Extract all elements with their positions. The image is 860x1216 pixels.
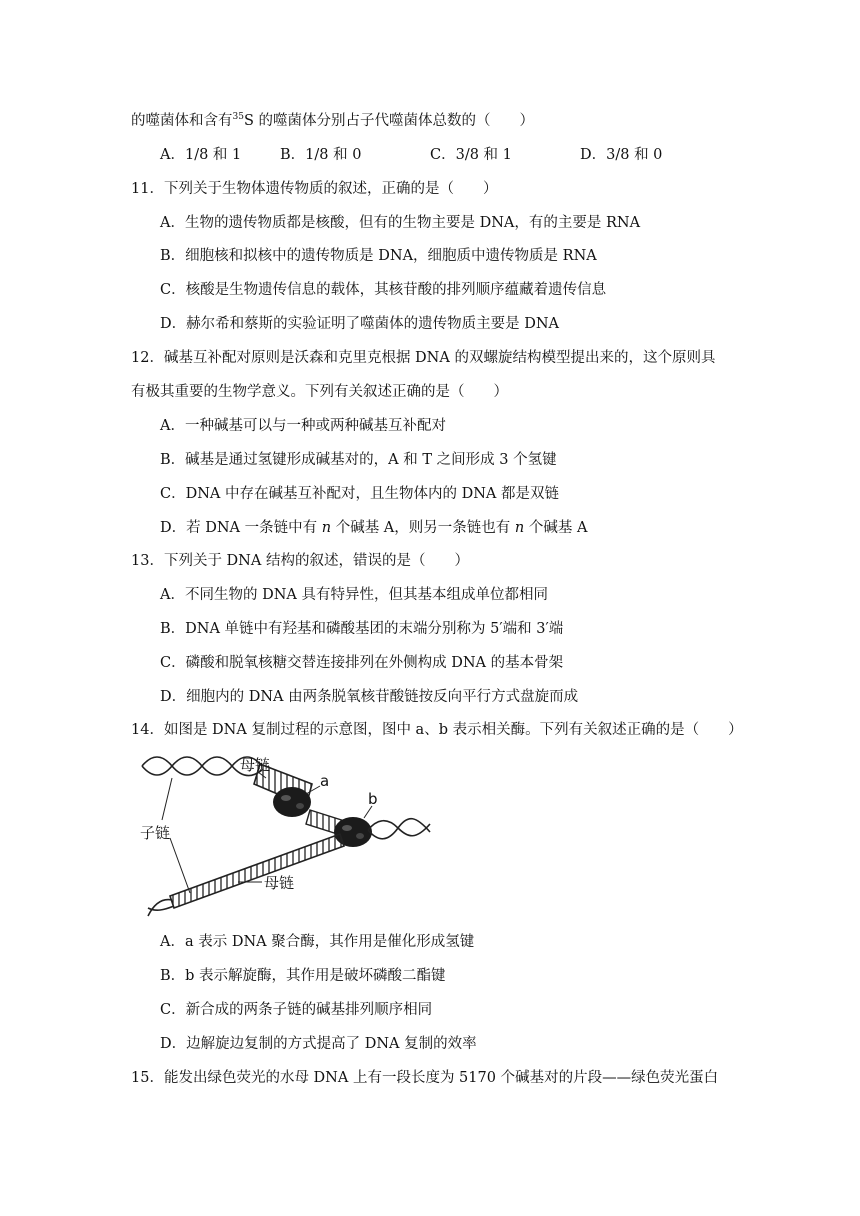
q13-option-b[interactable]: B．DNA 单链中有羟基和磷酸基团的末端分别称为 5′端和 3′端 — [160, 621, 564, 637]
q14-option-c[interactable]: C．新合成的两条子链的碱基排列顺序相同 — [160, 1002, 433, 1018]
q10-stem-tail: 的噬菌体和含有$^{35}$S 的噬菌体分别占子代噬菌体总数的（ ） — [131, 112, 534, 129]
q14-option-b[interactable]: B．b 表示解旋酶，其作用是破坏磷酸二酯键 — [160, 968, 446, 984]
label-parent-top: 母链 — [240, 756, 271, 774]
label-enzyme-b: b — [368, 790, 378, 808]
q10-option-d[interactable]: D．3/8 和 0 — [580, 147, 663, 163]
q12-option-a[interactable]: A．一种碱基可以与一种或两种碱基互补配对 — [160, 418, 446, 434]
q11-option-c[interactable]: C．核酸是生物遗传信息的载体，其核苷酸的排列顺序蕴藏着遗传信息 — [160, 282, 607, 298]
q13-stem: 13．下列关于 DNA 结构的叙述，错误的是（ ） — [131, 553, 469, 569]
q10-options — [160, 145, 720, 165]
q13-option-a[interactable]: A．不同生物的 DNA 具有特异性，但其基本组成单位都相同 — [160, 587, 548, 603]
parent-strand-bottom — [170, 834, 344, 908]
q13-option-c[interactable]: C．磷酸和脱氧核糖交替连接排列在外侧构成 DNA 的基本骨架 — [160, 655, 564, 671]
q14-option-a[interactable]: A．a 表示 DNA 聚合酶，其作用是催化形成氢键 — [160, 934, 475, 950]
q14-stem: 14．如图是 DNA 复制过程的示意图，图中 a、b 表示相关酶。下列有关叙述正确的是（ ） — [131, 722, 743, 738]
label-enzyme-a: a — [320, 772, 330, 790]
daughter-helix-tail — [148, 900, 174, 916]
q12-stem-line2: 有极其重要的生物学意义。下列有关叙述正确的是（ ） — [131, 384, 508, 400]
q11-option-d[interactable]: D．赫尔希和蔡斯的实验证明了噬菌体的遗传物质主要是 DNA — [160, 316, 560, 332]
q12-option-b[interactable]: B．碱基是通过氢键形成碱基对的，A 和 T 之间形成 3 个氢键 — [160, 452, 557, 468]
q10-option-b[interactable]: B．1/8 和 0 — [280, 147, 362, 163]
q12-option-d[interactable]: D．若 DNA 一条链中有 n 个碱基 A，则另一条链也有 n 个碱基 A — [160, 520, 588, 536]
q13-option-d[interactable]: D．细胞内的 DNA 由两条脱氧核苷酸链按反向平行方式盘旋而成 — [160, 689, 579, 705]
q12-option-c[interactable]: C．DNA 中存在碱基互补配对，且生物体内的 DNA 都是双链 — [160, 486, 559, 502]
enzyme-a-icon — [273, 787, 311, 817]
q10-option-a[interactable]: A．1/8 和 1 — [160, 147, 242, 163]
label-daughter: 子链 — [140, 824, 171, 842]
label-parent-bottom: 母链 — [264, 874, 295, 892]
q10-option-c[interactable]: C．3/8 和 1 — [430, 147, 512, 163]
q12-stem-line1: 12．碱基互补配对原则是沃森和克里克根据 DNA 的双螺旋结构模型提出来的，这个原则具 — [131, 350, 716, 366]
parent-helix-right — [368, 819, 430, 839]
q11-option-a[interactable]: A．生物的遗传物质都是核酸，但有的生物主要是 DNA，有的主要是 RNA — [160, 215, 641, 231]
q15-stem: 15．能发出绿色荧光的水母 DNA 上有一段长度为 5170 个碱基对的片段——绿色荧光蛋白 — [131, 1070, 719, 1086]
q11-stem: 11．下列关于生物体遗传物质的叙述，正确的是（ ） — [131, 181, 498, 197]
q11-option-b[interactable]: B．细胞核和拟核中的遗传物质是 DNA，细胞质中遗传物质是 RNA — [160, 248, 597, 264]
q14-option-d[interactable]: D．边解旋边复制的方式提高了 DNA 复制的效率 — [160, 1036, 477, 1052]
dna-replication-figure — [140, 748, 440, 918]
